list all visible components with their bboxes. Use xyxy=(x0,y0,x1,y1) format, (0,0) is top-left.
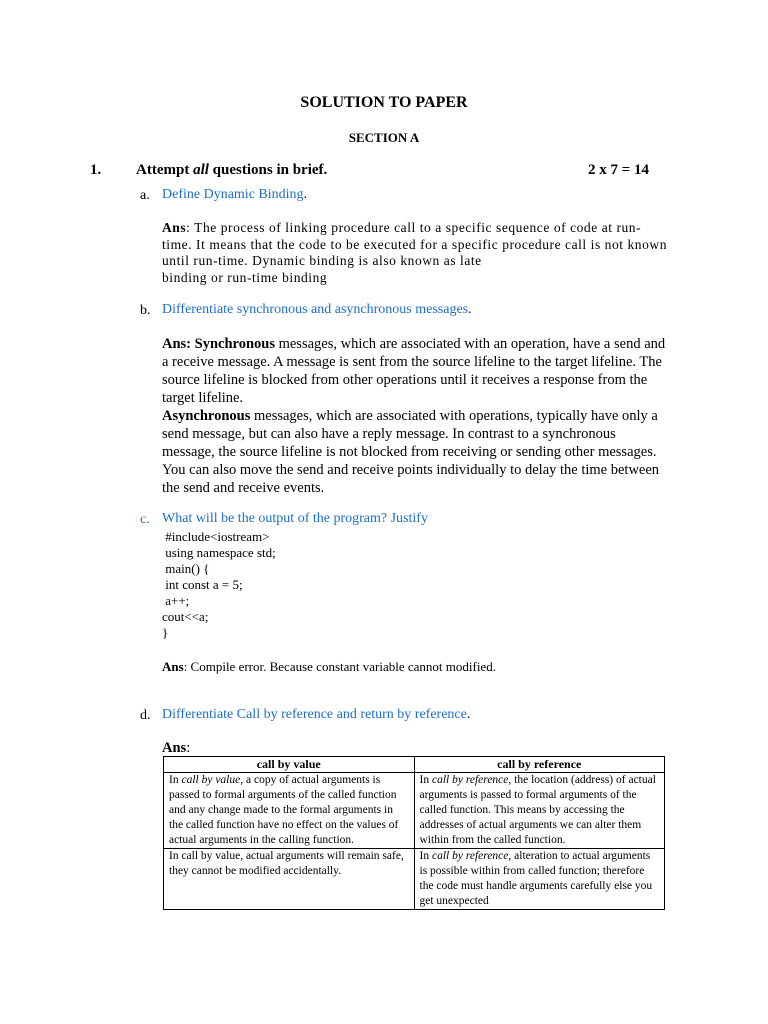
question-d: Differentiate Call by reference and return by reference. xyxy=(162,707,471,722)
question-b: Differentiate synchronous and asynchronous messages. xyxy=(162,302,472,317)
code-line: a++; xyxy=(162,593,190,608)
item-letter-a: a. xyxy=(140,188,150,203)
code-line: main() { xyxy=(162,561,210,576)
marks-label: 2 x 7 = 14 xyxy=(588,162,650,178)
table-row xyxy=(164,773,665,849)
page-title: SOLUTION TO PAPER xyxy=(300,94,468,111)
answer-b-async: Asynchronous messages, which are associated with operations, typically have only a send message, but can also have a reply message. In contrast to a synchronous message, the source lifeline is not blocked from receiving or sending other messages. You can also move the send and receive points individually to delay the time between the send and receive events. xyxy=(162,408,660,496)
table-row xyxy=(164,849,665,910)
question-c: What will be the output of the program? Justify xyxy=(162,511,428,526)
table-cell: In call by reference, the location (address) of actual arguments is passed to formal arguments of the called function. This means by accessing the addresses of actual arguments we can alter them within from the called function. xyxy=(414,773,665,849)
table-cell: In call by value, a copy of actual arguments is passed to formal arguments of the called function and any change made to the formal arguments in the called function have no effect on the values of actual arguments in the calling function. xyxy=(164,773,415,849)
item-letter-d: d. xyxy=(140,708,151,723)
code-line: #include<iostream> xyxy=(162,529,270,544)
question-number: 1. xyxy=(90,162,102,178)
question-heading: Attempt all questions in brief. xyxy=(136,162,328,178)
item-letter-c: c. xyxy=(140,512,150,527)
table-header: call by value xyxy=(164,757,415,773)
answer-a xyxy=(162,220,667,286)
table-header-row xyxy=(164,757,665,773)
answer-a-body: Ans: The process of linking procedure call to a specific sequence of code at run-time. It means that the code to be executed for a specific procedure call is not known until run-time. Dynamic binding is also known as late xyxy=(162,220,668,268)
code-line: cout<<a; xyxy=(162,609,209,624)
answer-d-label: Ans: xyxy=(162,740,191,756)
answer-b-sync: Ans: Synchronous messages, which are associated with an operation, have a send and a receive message. A message is sent from the source lifeline to the target lifeline. The source lifeline is blocked from other operations until it receives a response from the target lifeline. xyxy=(162,336,666,406)
question-a: Define Dynamic Binding. xyxy=(162,187,308,202)
answer-c: Ans: Compile error. Because constant variable cannot modified. xyxy=(162,659,496,674)
table-header: call by reference xyxy=(414,757,665,773)
table-cell: In call by value, actual arguments will remain safe, they cannot be modified accidentally. xyxy=(164,849,415,910)
code-line: } xyxy=(162,625,169,640)
item-letter-b: b. xyxy=(140,303,151,318)
code-block xyxy=(162,529,276,641)
section-heading: SECTION A xyxy=(348,130,420,145)
comparison-table xyxy=(163,756,665,910)
answer-b xyxy=(162,335,667,497)
answer-a-body-end: binding or run-time binding xyxy=(162,269,328,285)
table-cell: In call by reference, alteration to actual arguments is possible within from called function; therefore the code must handle arguments carefully else you get unexpected xyxy=(414,849,665,910)
code-line: using namespace std; xyxy=(162,545,276,560)
code-line: int const a = 5; xyxy=(162,577,243,592)
